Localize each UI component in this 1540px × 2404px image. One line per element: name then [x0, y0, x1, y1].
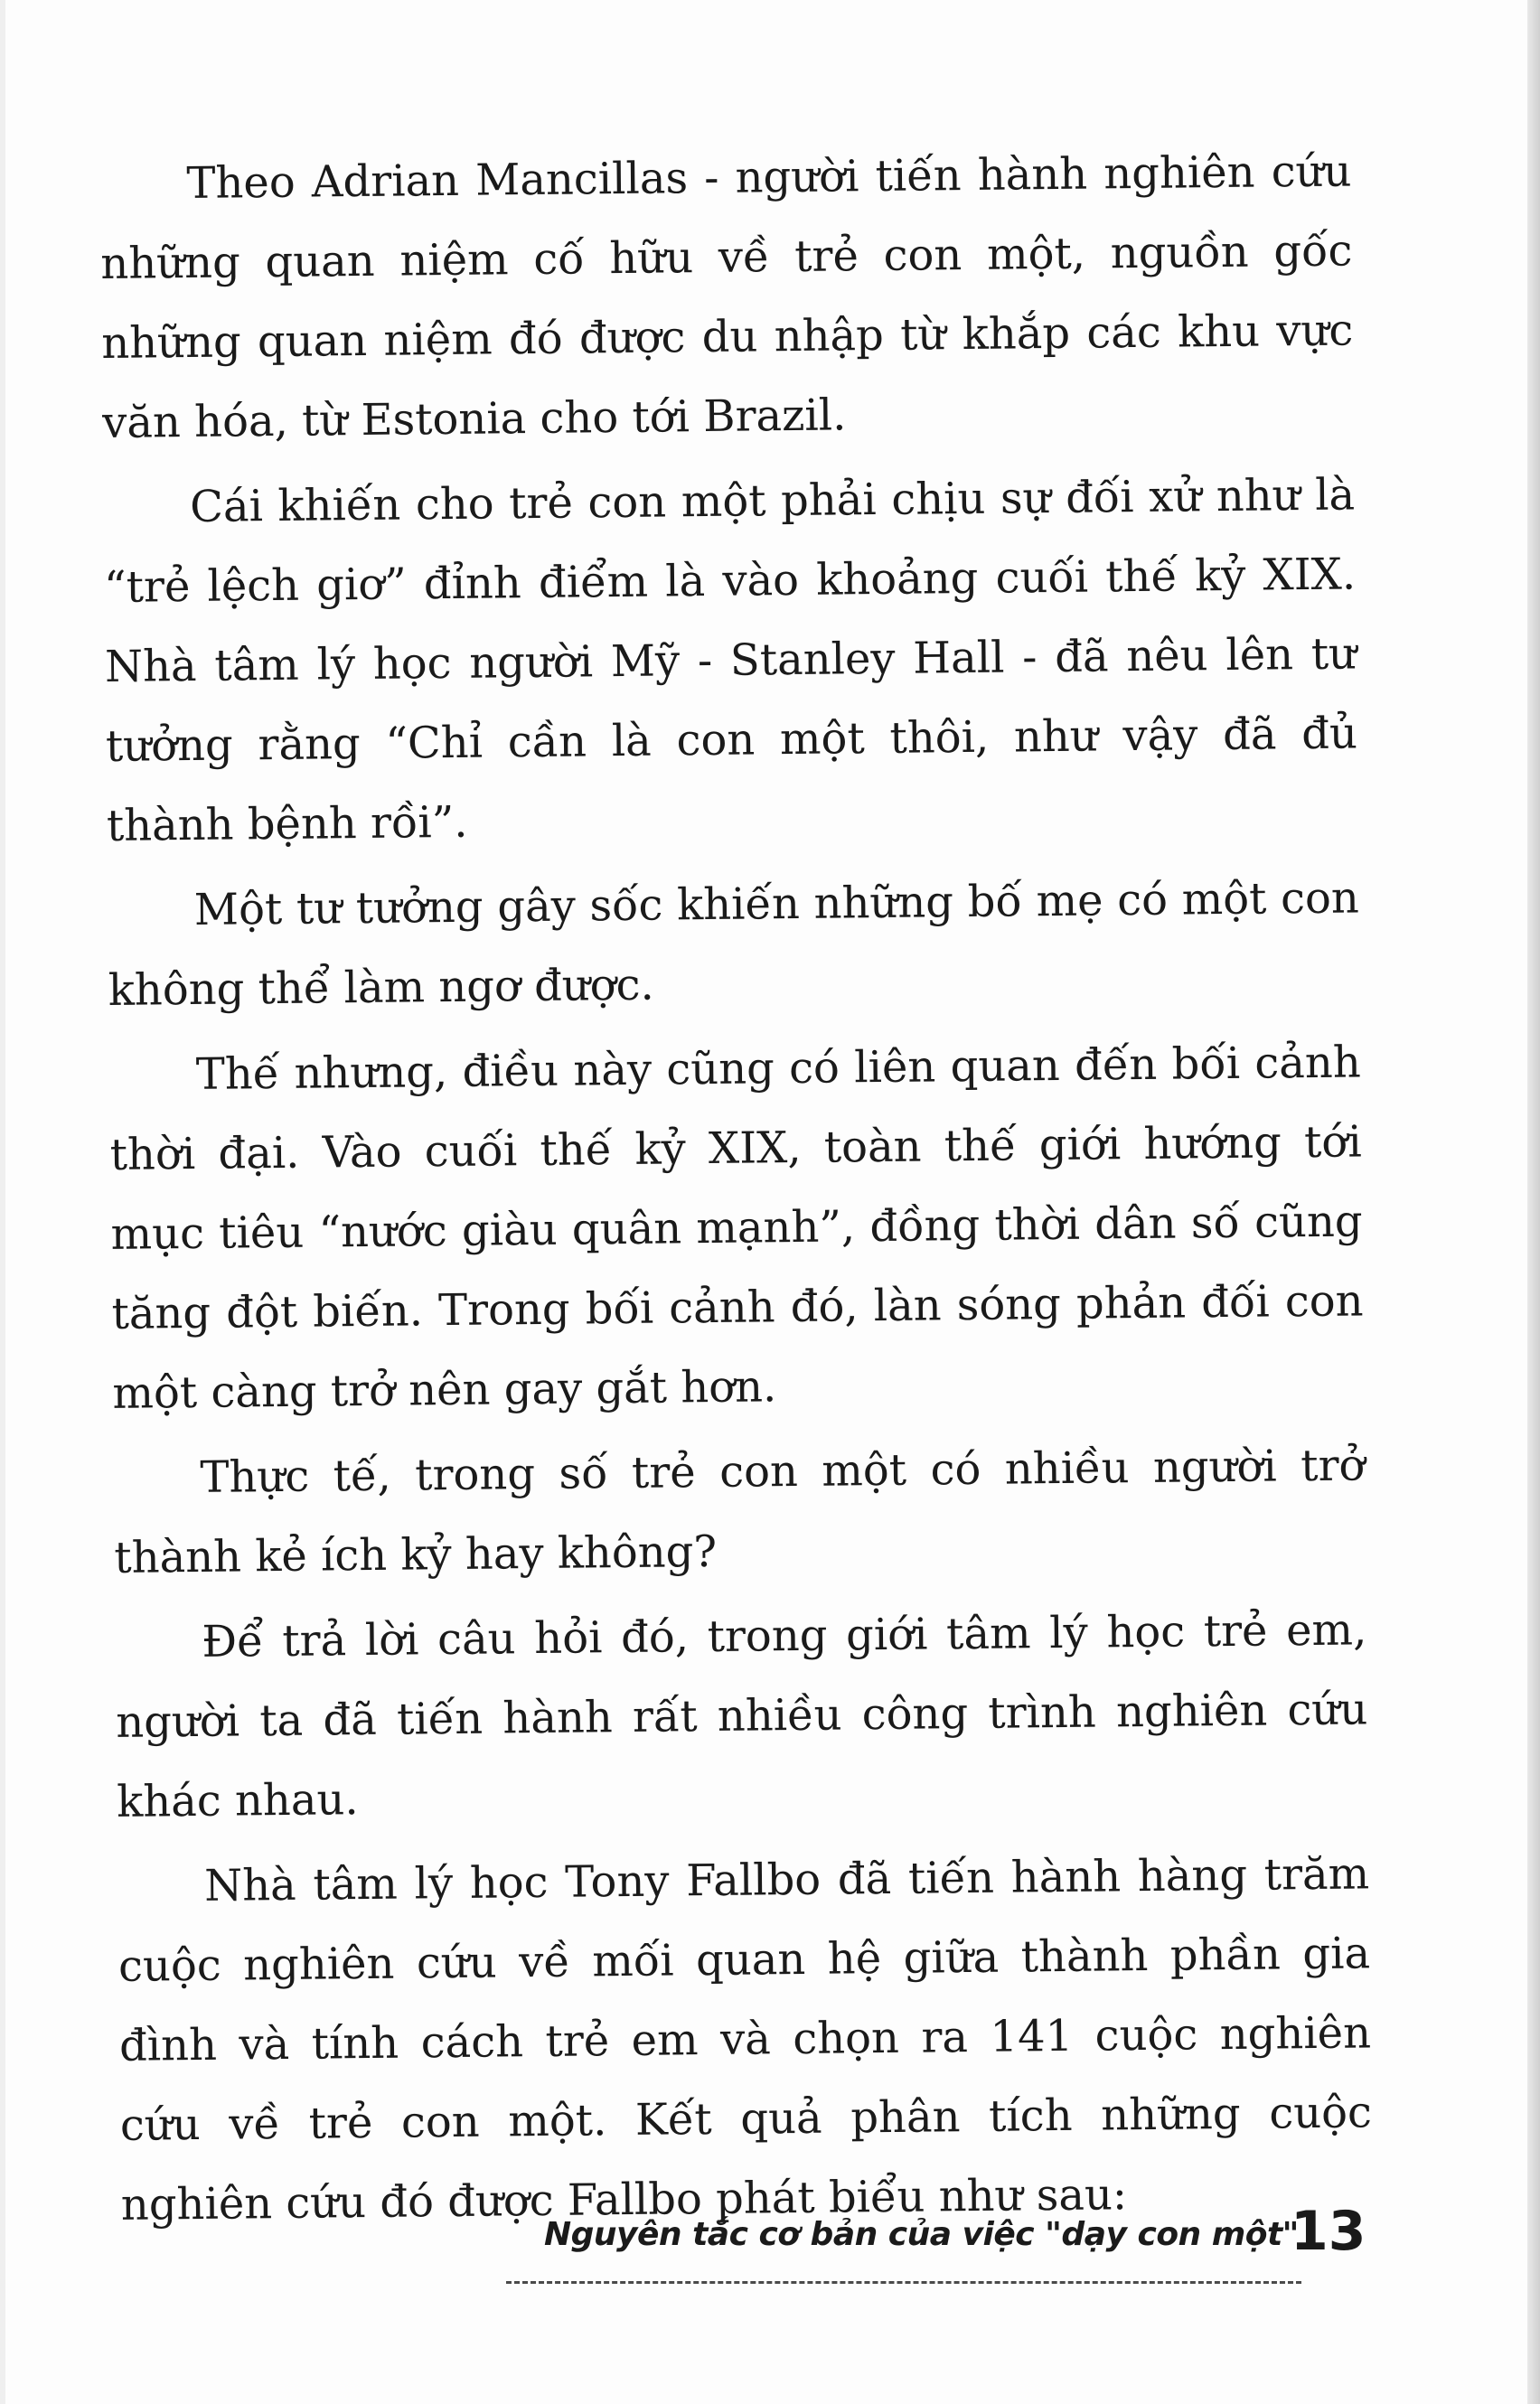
paragraph-5: Thực tế, trong số trẻ con một có nhiều người trở thành kẻ ích kỷ hay không? [114, 1440, 1366, 1583]
paragraph-7: Nhà tâm lý học Tony Fallbo đã tiến hành hàng trăm cuộc nghiên cứu về mối quan hệ giữa thành phần gia đình và tính cách trẻ em và chọn ra 141 cuộc nghiên cứu về trẻ con một. Kết quả phân tích những cuộc nghiên cứu đó được Fallbo phát biểu như sau: [117, 1848, 1373, 2230]
paragraph-6: Để trả lời câu hỏi đó, trong giới tâm lý học trẻ em, người ta đã tiến hành rất nhiều công trình nghiên cứu khác nhau. [115, 1604, 1368, 1827]
footer-dashed-rule [506, 2281, 1301, 2284]
page-left-edge [0, 0, 5, 2404]
page-number: 13 [1291, 2200, 1366, 2263]
running-title: Nguyên tắc cơ bản của việc "dạy con một" [544, 2216, 1299, 2253]
paragraph-4: Thế nhưng, điều này cũng có liên quan đến bối cảnh thời đại. Vào cuối thế kỷ XIX, toàn thế giới hướng tới mục tiêu “nước giàu quân mạnh”, đồng thời dân số cũng tăng đột biến. Trong bối cảnh đó, làn sóng phản đối con một càng trở nên gay gắt hơn. [109, 1037, 1364, 1419]
paragraph-3: Một tư tưởng gây sốc khiến những bố mẹ có một con không thể làm ngơ được. [108, 872, 1360, 1016]
page-footer [506, 2196, 1401, 2305]
paragraph-1: Theo Adrian Mancillas - người tiến hành nghiên cứu những quan niệm cố hữu về trẻ con một, nguồn gốc những quan niệm đó được du nhập từ khắp các khu vực văn hóa, từ Estonia cho tới Brazil. [100, 146, 1354, 448]
body-text [99, 131, 1373, 2249]
paragraph-2: Cái khiến cho trẻ con một phải chịu sự đối xử như là “trẻ lệch giơ” đỉnh điểm là vào khoảng cuối thế kỷ XIX. Nhà tâm lý học người Mỹ - Stanley Hall - đã nêu lên tư tưởng rằng “Chỉ cần là con một thôi, như vậy đã đủ thành bệnh rồi”. [103, 469, 1358, 851]
page-right-edge-shadow [1527, 0, 1540, 2404]
